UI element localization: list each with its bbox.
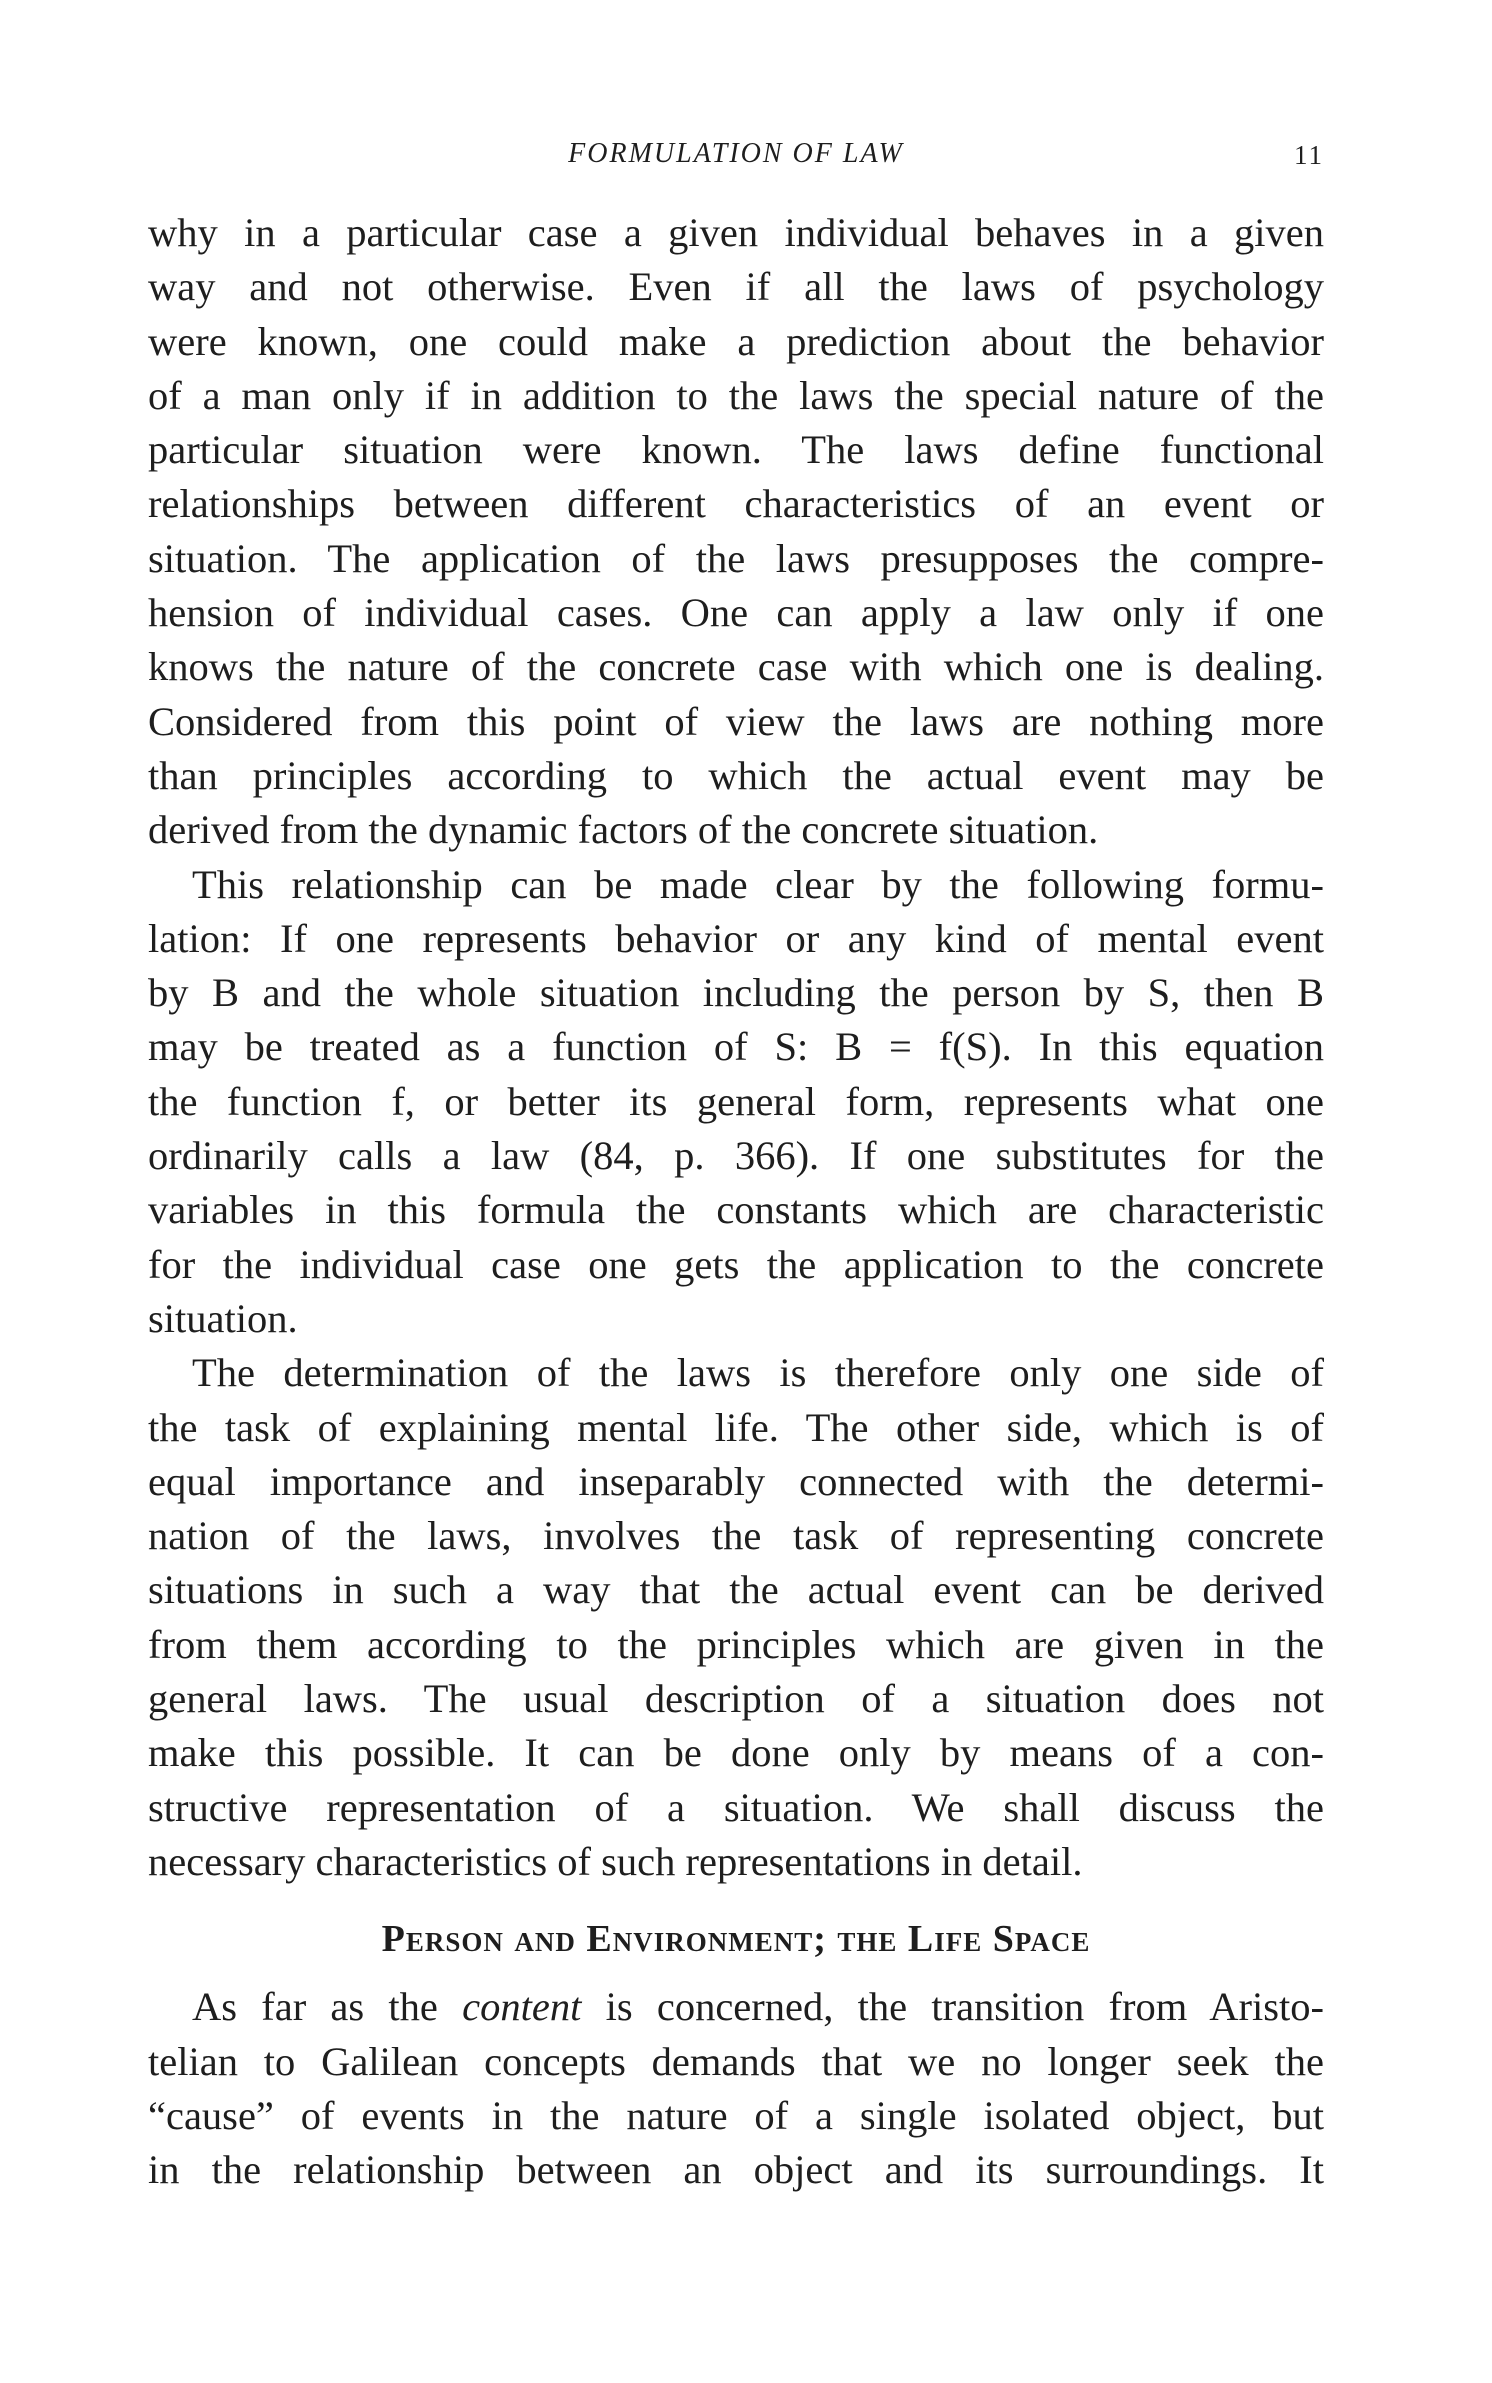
paragraph-4 xyxy=(148,1980,1324,2197)
page-number: 11 xyxy=(1294,140,1324,170)
text-line: nation of the laws, involves the task of representing concrete xyxy=(148,1513,1324,1559)
text-line: situation. xyxy=(148,1295,298,1341)
paragraph-3 xyxy=(148,1346,1324,1889)
text-line: The determination of the laws is therefore only one side of xyxy=(192,1350,1324,1396)
text-line: the function f, or better its general form, represents what one xyxy=(148,1078,1324,1124)
running-title: FORMULATION OF LAW xyxy=(568,138,904,169)
text-span: is concerned, the transition from Aristo- xyxy=(605,1984,1325,2030)
text-line: of a man only if in addition to the laws the special nature of the xyxy=(148,372,1324,418)
text-line: general laws. The usual description of a situation does not xyxy=(148,1676,1324,1722)
text-line: hension of individual cases. One can apply a law only if one xyxy=(148,590,1324,636)
running-head xyxy=(148,138,1324,178)
text-line: why in a particular case a given individual behaves in a given xyxy=(148,210,1324,255)
text-line: This relationship can be made clear by the following formu- xyxy=(192,861,1324,907)
text-line: “cause” of events in the nature of a single isolated object, but xyxy=(148,2092,1324,2138)
text-line: by B and the whole situation including the person by S, then B xyxy=(148,970,1324,1016)
text-line: necessary characteristics of such representations in detail. xyxy=(148,1838,1083,1884)
text-line: ordinarily calls a law (84, p. 366). If one substitutes for the xyxy=(148,1133,1324,1179)
text-line: make this possible. It can be done only by means of a con- xyxy=(148,1730,1324,1776)
text-line: for the individual case one gets the application to the concrete xyxy=(148,1241,1324,1287)
text-line: Considered from this point of view the laws are nothing more xyxy=(148,698,1324,744)
text-line: relationships between different characteristics of an event or xyxy=(148,481,1324,527)
text-line: particular situation were known. The laws define functional xyxy=(148,427,1324,473)
paragraph-2 xyxy=(148,858,1324,1347)
text-line: the task of explaining mental life. The other side, which is of xyxy=(148,1404,1324,1450)
text-line: structive representation of a situation. We shall discuss the xyxy=(148,1784,1324,1830)
body-text xyxy=(148,206,1324,2197)
text-line: derived from the dynamic factors of the concrete situation. xyxy=(148,807,1099,853)
text-line: way and not otherwise. Even if all the laws of psychology xyxy=(148,264,1324,310)
text-line: equal importance and inseparably connected with the determi- xyxy=(148,1458,1324,1504)
text-line: lation: If one represents behavior or any kind of mental event xyxy=(148,915,1324,961)
text-line: variables in this formula the constants which are characteristic xyxy=(148,1187,1324,1233)
text-line: knows the nature of the concrete case with which one is dealing. xyxy=(148,644,1324,690)
text-line: situations in such a way that the actual event can be derived xyxy=(148,1567,1324,1613)
text-line: in the relationship between an object and its surroundings. It xyxy=(148,2147,1324,2193)
text-line: may be treated as a function of S: B = f(S). In this equation xyxy=(148,1024,1324,1070)
text-line: were known, one could make a prediction about the behavior xyxy=(148,318,1324,364)
text-span: As far as the xyxy=(192,1984,438,2030)
paragraph-1 xyxy=(148,206,1324,858)
section-heading: Person and Environment; the Life Space xyxy=(381,1918,1091,1961)
text-line: telian to Galilean concepts demands that we no longer seek the xyxy=(148,2038,1324,2084)
text-line: from them according to the principles which are given in the xyxy=(148,1621,1324,1667)
text-line xyxy=(148,1980,1324,2034)
emphasized-word: content xyxy=(462,1984,582,2030)
text-line: than principles according to which the actual event may be xyxy=(148,752,1324,798)
text-line: situation. The application of the laws presupposes the compre- xyxy=(148,535,1324,581)
